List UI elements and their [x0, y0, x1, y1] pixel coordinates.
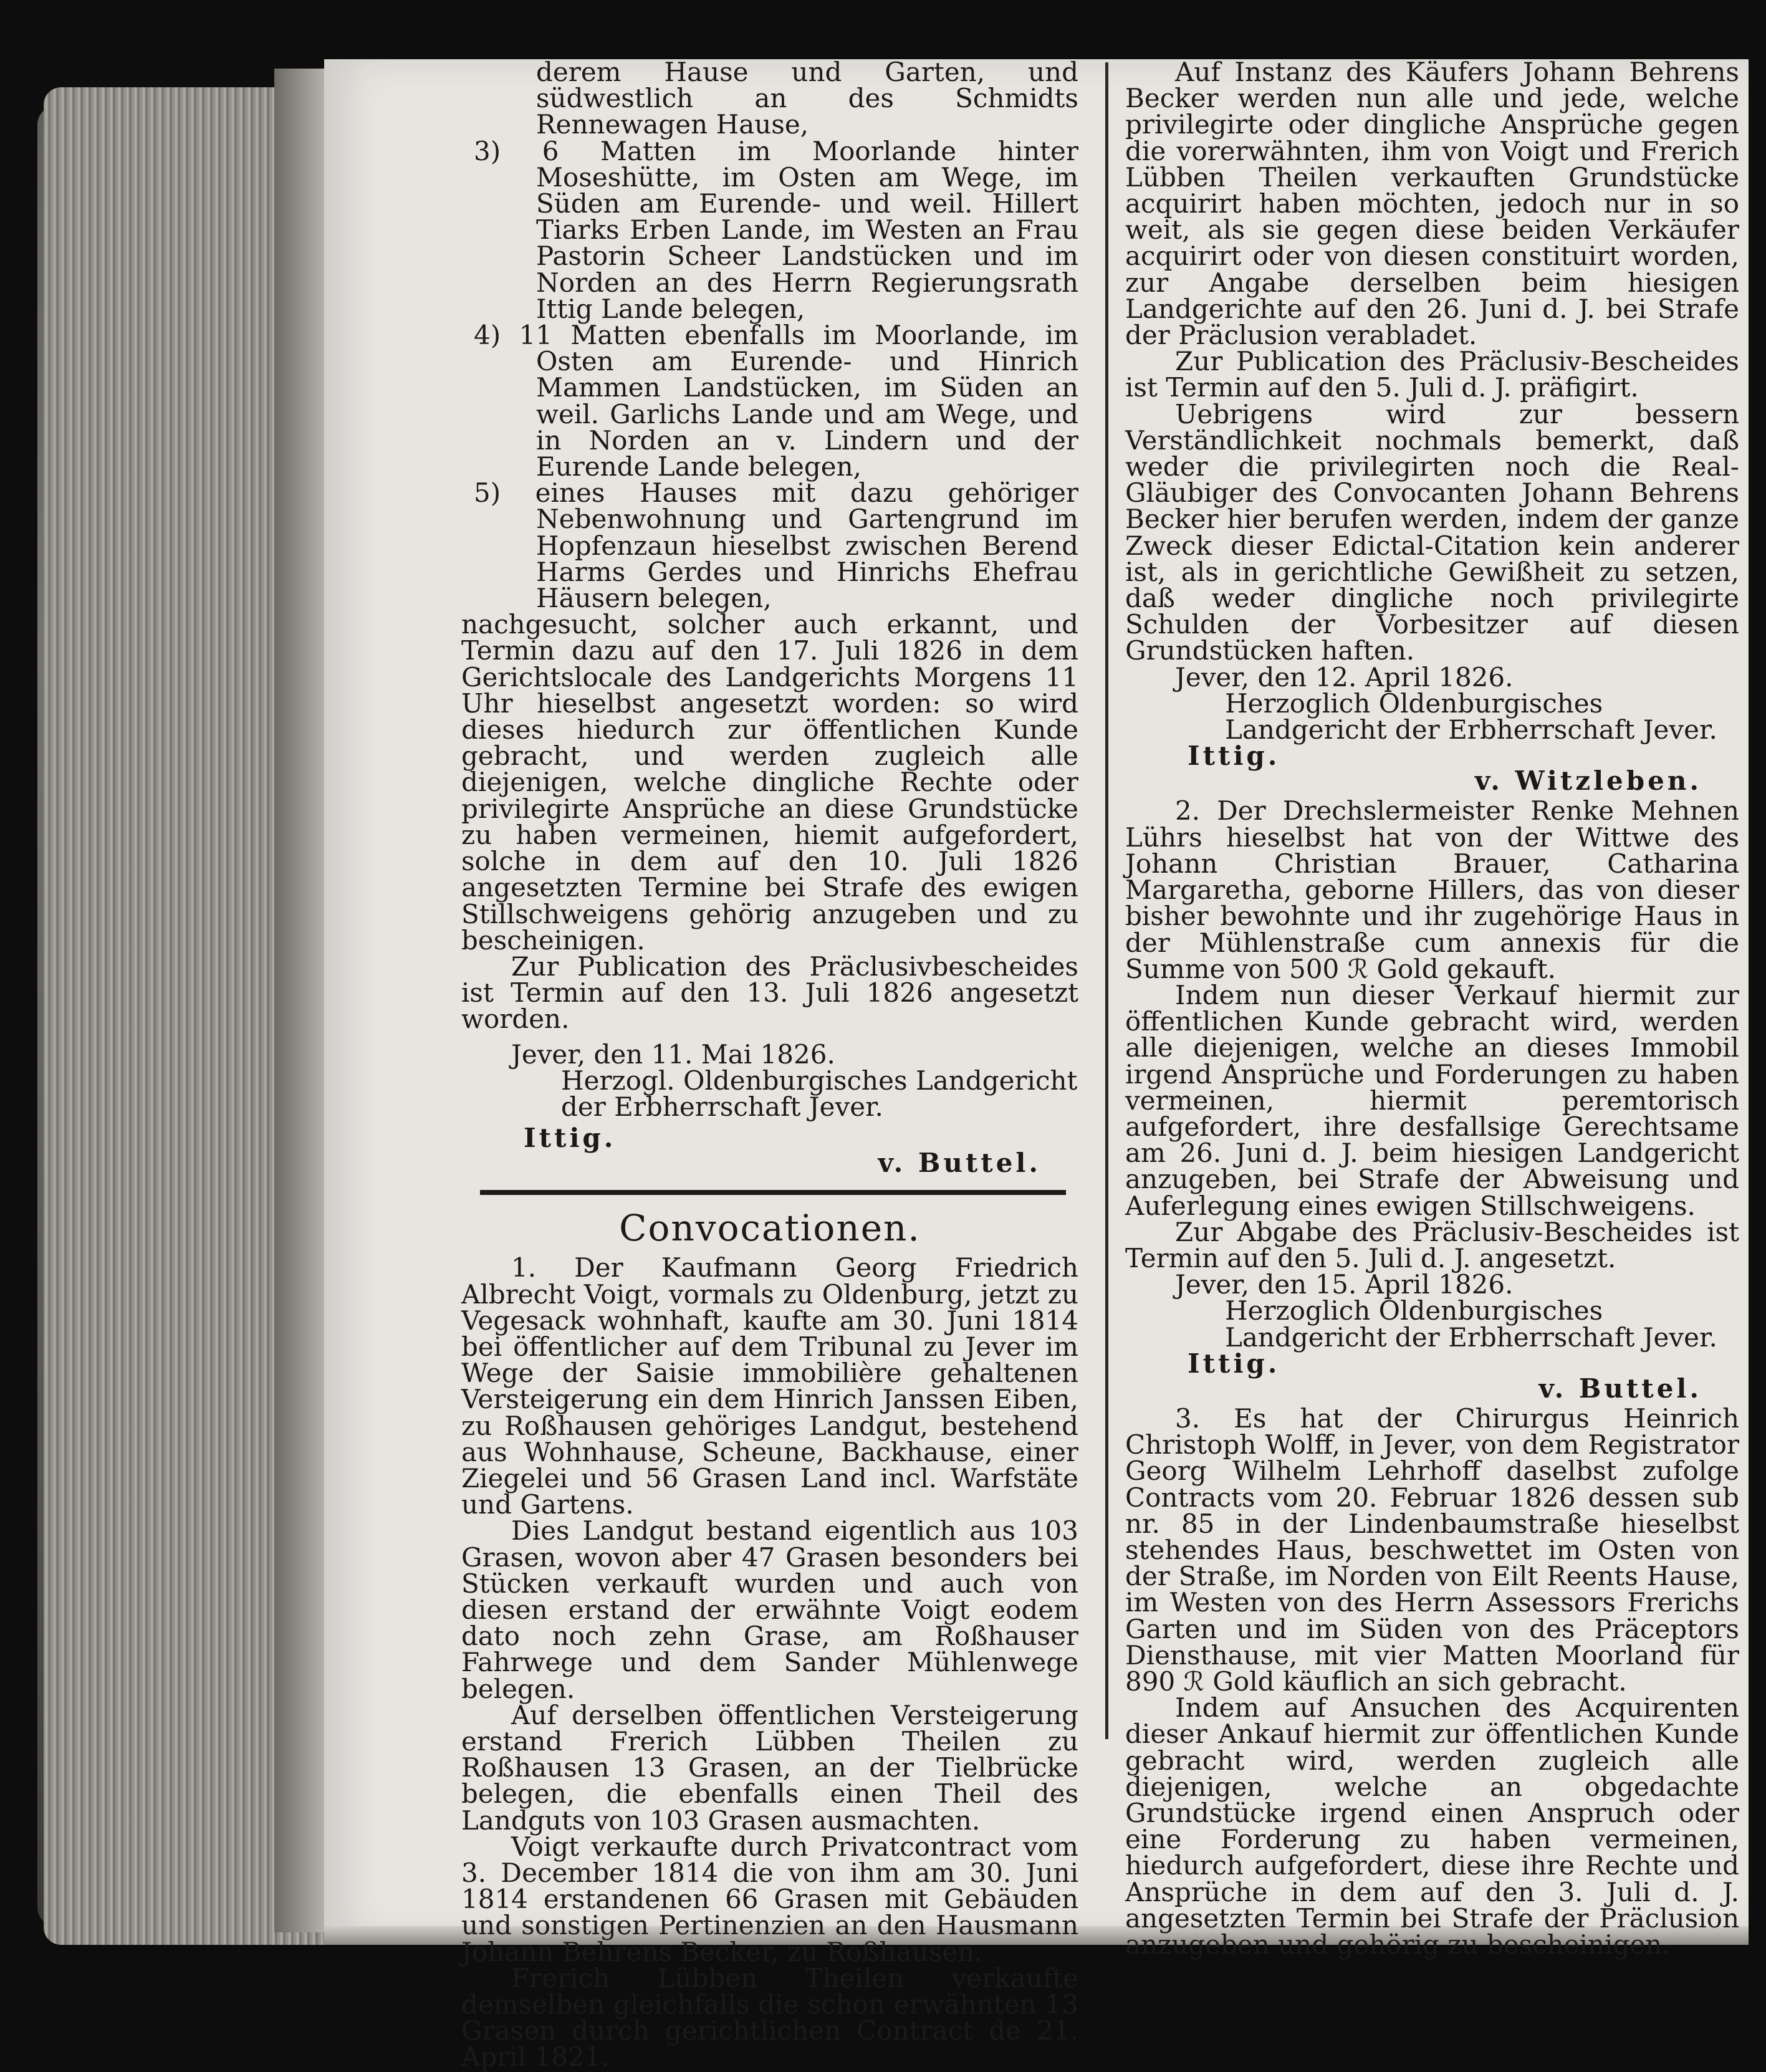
signature-right: v. Witzleben. — [1475, 765, 1702, 797]
section-heading: Convocationen. — [619, 1207, 921, 1250]
item-text: 6 Matten im Moorlande hinter Moseshütte, im Osten am Wege, im Süden am Eurende- und weil. Hillert Tiarks Erben Lande, im Westen an Frau Pastorin Scheer Landstücken und im Norden an des Herrn Regierungsrath Ittig Lande belegen, — [536, 135, 1078, 324]
item-text: eines Hauses mit dazu gehöriger Nebenwohnung und Gartengrund im Hopfenzaun hieselbst zwischen Berend Harms Gerdes und Hinrichs Ehefrau Häusern belegen, — [535, 477, 1078, 614]
place-date: Jever, den 11. Mai 1826. — [511, 1038, 835, 1070]
place-date: Jever, den 15. April 1826. — [1175, 1269, 1514, 1300]
signature-left: Ittig. — [1188, 741, 1280, 772]
place-date: Jever, den 12. April 1826. — [1175, 661, 1514, 693]
list-item-4 — [461, 322, 1078, 480]
convocation-2-paragraph: 2. Der Drechslermeister Renke Mehnen Lührs hieselbst hat von der Wittwe des Johann Christian Brauer, Catharina Margaretha, geborne Hillers, das von dieser bisher bewohnte und ihr zugehörige Haus in der Mühlenstraße cum annexis für die Summe von 500 ℛ Gold gekauft. — [1125, 795, 1739, 984]
item-number: 4) — [474, 320, 501, 351]
convocation-1-paragraph: Voigt verkaufte durch Privatcontract vom 3. December 1814 die von ihm am 30. Juni 1814 erstandenen 66 Grasen mit Gebäuden und sonstigen Pertinenzien an den Hausmann Johann Behrens Becker, zu Roßhausen. — [461, 1831, 1078, 1967]
publication-paragraph: Zur Publication des Präclusivbescheides ist Termin auf den 13. Juli 1826 angesetzt worden. — [461, 951, 1078, 1035]
signature-row — [1125, 1348, 1739, 1404]
section-rule — [480, 1190, 1066, 1195]
convocation-1-paragraph: Auf derselben öffentlichen Versteigerung erstand Frerich Lübben Theilen zu Roßhausen 13 Grasen, an der Tielbrücke belegen, die ebenfalls einen Theil des Landguts von 103 Grasen ausmachten. — [461, 1699, 1078, 1836]
signature-row — [461, 1123, 1078, 1179]
convocation-1-paragraph: Dies Landgut bestand eigentlich aus 103 Grasen, wovon aber 47 Grasen besonders bei Stücken verkauft wurden und auch von diesen erstand der erwähnte Voigt eodem dato noch zehn Grase, am Roßhauser Fahrwege und dem Sander Mühlenwege belegen. — [461, 1515, 1078, 1704]
item-number: 3) — [474, 135, 501, 166]
court-name: Herzoglich Oldenburgisches Landgericht der Erbherrschaft Jever. — [1225, 688, 1717, 746]
convocation-1-paragraph: 1. Der Kaufmann Georg Friedrich Albrecht Voigt, vormals zu Oldenburg, jetzt zu Vegesack wohnhaft, kaufte am 30. Juni 1814 bei öffentlicher auf dem Tribunal zu Jever im Wege der Saisie immobilière gehaltenen Versteigerung ein dem Hinrich Janssen Eiben, zu Roßhausen gehöriges Landgut, bestehend aus Wohnhause, Scheune, Backhause, einer Ziegelei und 56 Grasen Land incl. Warfstäte und Gartens. — [461, 1252, 1078, 1520]
signature-left: Ittig. — [524, 1123, 617, 1154]
signature-right: v. Buttel. — [878, 1148, 1041, 1179]
signature-row — [1125, 741, 1739, 797]
notice-paragraph: nachgesucht, solcher auch erkannt, und Termin dazu auf den 17. Juli 1826 in dem Gerichtslocale des Landgerichts Morgens 11 Uhr hieselbst angesetzt worden: so wird dieses hiedurch zur öffentlichen Kunde gebracht, und werden zugleich alle diejenigen, welche dingliche Rechte oder privilegirte Ansprüche an diese Grundstücke zu haben vermeinen, hiemit aufgefordert, solche in dem auf den 10. Juli 1826 angesetzten Termine bei Strafe des ewigen Stillschweigens gehörig anzugeben und zu bescheinigen. — [461, 609, 1078, 956]
signature-left: Ittig. — [1188, 1348, 1280, 1379]
column-divider — [1105, 62, 1108, 1739]
item-continuation: derem Hause und Garten, und südwestlich an des Schmidts Rennewagen Hause, — [536, 57, 1078, 140]
convocation-2-paragraph: Indem nun dieser Verkauf hiermit zur öffentlichen Kunde gebracht wird, werden alle diejenigen, welche an dieses Immobil irgend Ansprüche und Forderungen zu haben vermeinen, hiermit peremtorisch aufgefordert, ihre desfallsige Gerechtsame am 26. Juni d. J. beim hiesigen Landgericht anzugeben, bei Strafe der Abweisung und Auferlegung eines ewigen Stillschweigens. — [1125, 979, 1739, 1221]
list-item-5 — [461, 477, 1078, 614]
item-number: 5) — [474, 477, 501, 509]
convocation-3-paragraph: 3. Es hat der Chirurgus Heinrich Christoph Wolff, in Jever, von dem Registrator Georg Wilhelm Lehrhoff daselbst zufolge Contracts vom 20. Februar 1826 dessen sub nr. 85 in der Lindenbaumstraße hieselbst stehendes Haus, beschwettet im Osten von der Straße, im Norden von Eilt Reents Hause, im Westen von des Herrn Assessors Frerichs Garten und im Süden von des Präceptors Diensthause, mit vier Matten Moorland für 890 ℛ Gold käuflich an sich gebracht. — [1125, 1403, 1739, 1697]
left-column — [461, 59, 1078, 2071]
publication-paragraph: Zur Publication des Präclusiv-Bescheides ist Termin auf den 5. Juli d. J. präfigirt. — [1125, 346, 1739, 403]
clarification-paragraph: Uebrigens wird zur bessern Verständlichkeit nochmals bemerkt, daß weder die privilegirten noch die Real-Gläubiger des Convocanten Johann Behrens Becker hier berufen werden, indem der ganze Zweck dieser Edictal-Citation kein anderer ist, als in gerichtliche Gewißheit zu setzen, daß weder dingliche noch privilegirte Schulden der Vorbesitzer auf diesen Grundstücken haften. — [1125, 398, 1739, 666]
convocation-2-paragraph: Zur Abgabe des Präclusiv-Bescheides ist Termin auf den 5. Juli d. J. angesetzt. — [1125, 1216, 1739, 1273]
court-name: Herzogl. Oldenburgisches Landgericht der Erbherrschaft Jever. — [561, 1065, 1078, 1122]
right-column — [1125, 59, 1739, 1958]
convocation-3-paragraph: Indem auf Ansuchen des Acquirenten dieser Ankauf hiermit zur öffentlichen Kunde gebracht wird, werden zugleich alle diejenigen, welche an obgedachte Grundstücke irgend einen Anspruch oder eine Forderung zu haben vermeinen, hiedurch aufgefordert, diese ihre Rechte und Ansprüche in dem auf den 3. Juli d. J. angesetzten Termin bei Strafe der Präclusion anzugeben und gehörig zu bescheinigen. — [1125, 1692, 1739, 1960]
list-item-3 — [461, 135, 1078, 324]
item-text: 11 Matten ebenfalls im Moorlande, im Osten am Eurende- und Hinrich Mammen Landstücken, im Süden an weil. Garlichs Lande und am Wege, und in Norden an v. Lindern und der Eurende Lande belegen, — [519, 320, 1078, 482]
convocation-1-paragraph: Frerich Lübben Theilen verkaufte demselben gleichfalls die schon erwähnten 13 Grasen durch gerichtlichen Contract de 21. April 1821. — [461, 1962, 1078, 2072]
convocation-1-continued: Auf Instanz des Käufers Johann Behrens Becker werden nun alle und jede, welche privilegirte oder dingliche Ansprüche gegen die vorerwähnten, ihm von Voigt und Frerich Lübben Theilen verkauften Grundstücke acquirirt haben möchten, jedoch nur in so weit, als sie gegen diese beiden Verkäufer acquirirt oder von diesen constituirt worden, zur Angabe derselben beim hiesigen Landgerichte auf den 26. Juni d. J. bei Strafe der Präclusion verabladet. — [1125, 57, 1739, 351]
signature-right: v. Buttel. — [1538, 1373, 1702, 1404]
court-name: Herzoglich Oldenburgisches Landgericht der Erbherrschaft Jever. — [1225, 1295, 1717, 1353]
